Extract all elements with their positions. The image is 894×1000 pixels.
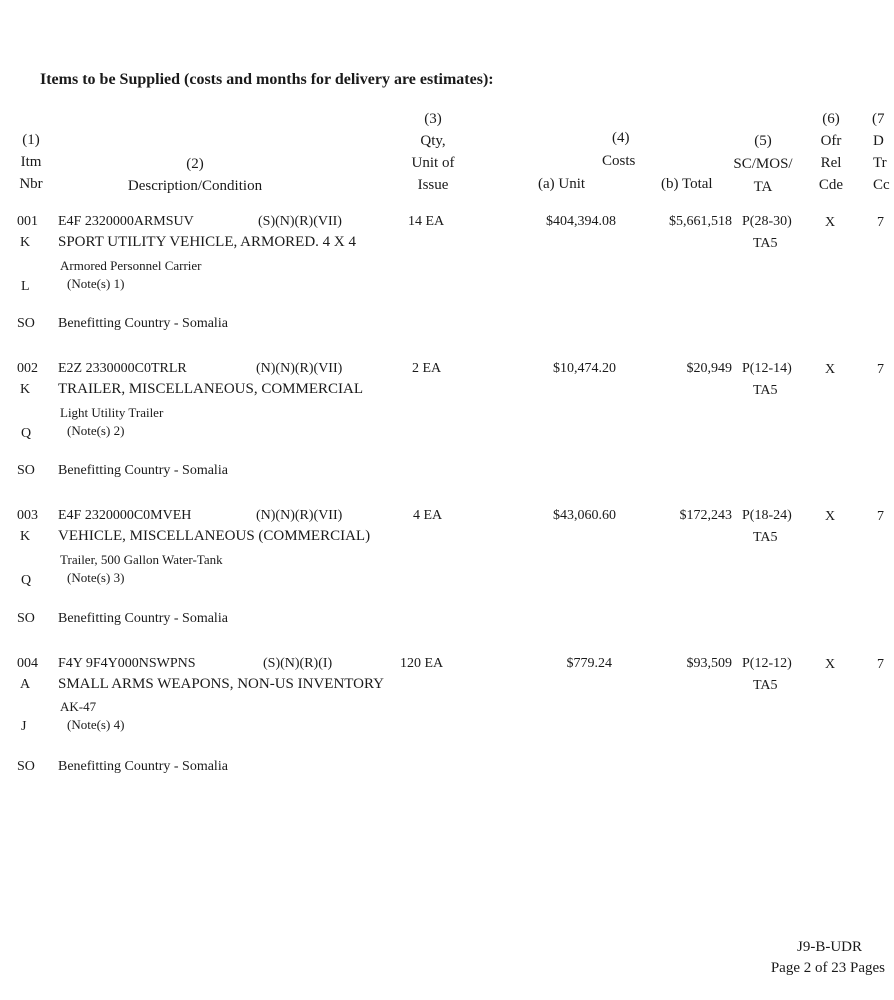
item-ofr: X (825, 215, 836, 230)
item-so-code: SO (17, 316, 35, 331)
item-l-code: Q (21, 573, 32, 588)
item-ta: TA5 (753, 383, 778, 398)
item-flags: (S)(N)(R)(I) (263, 656, 333, 671)
item-ta: TA5 (753, 530, 778, 545)
item-country: Benefitting Country - Somalia (58, 611, 228, 626)
item-sub-description: AK-47 (60, 699, 97, 714)
item-so-code: SO (17, 463, 35, 478)
item-sub-description: Light Utility Trailer (60, 405, 164, 420)
item-note: (Note(s) 3) (67, 570, 125, 585)
col1-header: (1) Itm Nbr (19, 132, 43, 192)
item-number: 004 (17, 656, 38, 671)
item-sc: P(12-14) (742, 361, 792, 376)
item-k-code: K (20, 382, 31, 397)
item-flags: (S)(N)(R)(VII) (258, 214, 342, 229)
item-col7: 7 (877, 362, 884, 377)
item-country: Benefitting Country - Somalia (58, 463, 228, 478)
item-sub-description: Trailer, 500 Gallon Water-Tank (60, 552, 223, 567)
item-codes: E4F 2320000ARMSUV (58, 214, 194, 229)
item-codes: F4Y 9F4Y000NSWPNS (58, 656, 196, 671)
item-unit-cost: $779.24 (566, 656, 612, 671)
col3-header: (3) Qty, Unit of Issue (411, 111, 455, 193)
item-codes: E4F 2320000C0MVEH (58, 508, 192, 523)
item-number: 001 (17, 214, 38, 229)
item-note: (Note(s) 1) (67, 276, 125, 291)
col4-header: (4) Costs (a) Unit (b) Total (538, 130, 713, 192)
item-col7: 7 (877, 215, 884, 230)
item-codes: E2Z 2330000C0TRLR (58, 361, 187, 376)
item-so-code: SO (17, 759, 35, 774)
item-qty: 120 EA (400, 656, 444, 671)
item-qty: 2 EA (412, 361, 442, 376)
item-ofr: X (825, 362, 836, 377)
item-qty: 4 EA (413, 508, 443, 523)
item-total-cost: $172,243 (679, 508, 732, 523)
item-col7: 7 (877, 657, 884, 672)
item-ta: TA5 (753, 678, 778, 693)
item-total-cost: $93,509 (686, 656, 732, 671)
page-title: Items to be Supplied (costs and months for delivery are estimates): (40, 71, 494, 88)
item-k-code: K (20, 235, 31, 250)
item-ofr: X (825, 509, 836, 524)
item-ta: TA5 (753, 236, 778, 251)
col6-header: (6) Ofr Rel Cde (818, 111, 844, 193)
document-id: J9-B-UDR (796, 939, 862, 955)
item-sc: P(18-24) (742, 508, 792, 523)
item-flags: (N)(N)(R)(VII) (256, 361, 343, 376)
item-l-code: J (21, 719, 27, 734)
page-number: Page 2 of 23 Pages (770, 960, 885, 976)
item-unit-cost: $43,060.60 (553, 508, 616, 523)
item-unit-cost: $10,474.20 (553, 361, 616, 376)
item-col7: 7 (877, 509, 884, 524)
item-flags: (N)(N)(R)(VII) (256, 508, 343, 523)
item-number: 003 (17, 508, 38, 523)
item-qty: 14 EA (408, 214, 445, 229)
item-country: Benefitting Country - Somalia (58, 759, 228, 774)
item-description: TRAILER, MISCELLANEOUS, COMMERCIAL (58, 381, 364, 397)
item-description: SMALL ARMS WEAPONS, NON-US INVENTORY (58, 676, 385, 692)
item-ofr: X (825, 657, 836, 672)
item-total-cost: $5,661,518 (669, 214, 732, 229)
item-k-code: A (20, 677, 31, 692)
item-note: (Note(s) 4) (67, 717, 125, 732)
item-l-code: Q (21, 426, 32, 441)
item-sc: P(28-30) (742, 214, 792, 229)
item-unit-cost: $404,394.08 (546, 214, 616, 229)
item-description: SPORT UTILITY VEHICLE, ARMORED. 4 X 4 (58, 234, 356, 250)
item-country: Benefitting Country - Somalia (58, 316, 228, 331)
item-description: VEHICLE, MISCELLANEOUS (COMMERCIAL) (58, 528, 371, 544)
item-total-cost: $20,949 (686, 361, 732, 376)
col7-header: (7 D Tr Cc (872, 111, 890, 193)
item-number: 002 (17, 361, 38, 376)
item-sc: P(12-12) (742, 656, 792, 671)
item-note: (Note(s) 2) (67, 423, 125, 438)
col2-header: (2) Description/Condition (127, 156, 263, 194)
item-so-code: SO (17, 611, 35, 626)
item-k-code: K (20, 529, 31, 544)
item-sub-description: Armored Personnel Carrier (60, 258, 202, 273)
col5-header: (5) SC/MOS/ TA (733, 133, 793, 195)
item-l-code: L (21, 279, 30, 294)
